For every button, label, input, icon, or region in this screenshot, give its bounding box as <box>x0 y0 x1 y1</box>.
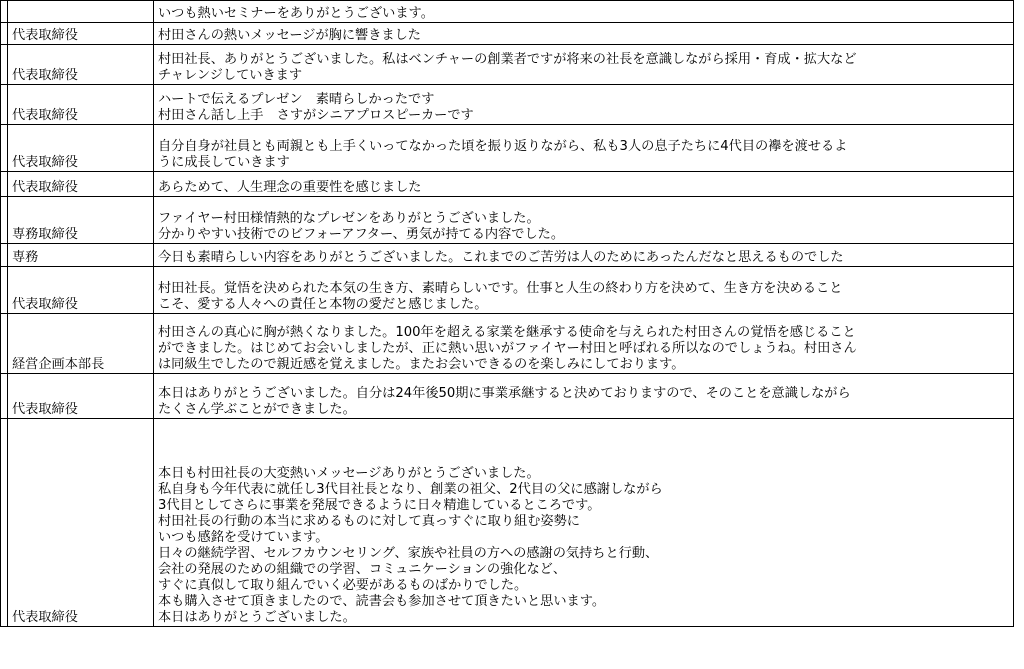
row-edge-cell <box>1 172 8 197</box>
message-cell[interactable]: 本日も村田社長の大変熱いメッセージありがとうございました。 私自身も今年代表に就任し3代目社長となり、創業の祖父、2代目の父に感謝しながら 3代目としてさらに事業を発展できるように日々精進しているところです。 村田社長の行動の本当に求めるものに対して真っすぐに取り組む姿勢に いつも感銘を受けています。 日々の継続学習、セルフカウンセリング、家族や社員の方への感謝の気持ちと行動、 会社の発展のための組織での学習、コミュニケーションの強化など、 すぐに真似して取り組んでいく必要があるものばかりでした。 本も購入させて頂きましたので、読書会も参加させて頂きたいと思います。 本日はありがとうございました。 <box>154 419 1014 627</box>
table-row <box>1 314 1014 374</box>
table-row <box>1 1 1014 23</box>
message-cell[interactable]: ファイヤー村田様情熱的なプレゼンをありがとうございました。 分かりやすい技術でのビフォーアフター、勇気が持てる内容でした。 <box>154 197 1014 244</box>
message-cell[interactable]: 本日はありがとうございました。自分は24年後50期に事業承継すると決めておりますので、そのことを意識しながら たくさん学ぶことができました。 <box>154 374 1014 419</box>
row-edge-cell <box>1 23 8 45</box>
role-cell[interactable]: 代表取締役 <box>8 419 154 627</box>
message-cell[interactable]: 自分自身が社員とも両親とも上手くいってなかった頃を振り返りながら、私も3人の息子たちに4代目の襷を渡せるよ うに成長していきます <box>154 125 1014 172</box>
table-row <box>1 267 1014 314</box>
row-edge-cell <box>1 419 8 627</box>
row-edge-cell <box>1 197 8 244</box>
table-row <box>1 419 1014 627</box>
row-edge-cell <box>1 267 8 314</box>
table-row <box>1 85 1014 125</box>
role-cell[interactable]: 経営企画本部長 <box>8 314 154 374</box>
role-cell[interactable]: 代表取締役 <box>8 267 154 314</box>
message-cell[interactable]: 村田さんの熱いメッセージが胸に響きました <box>154 23 1014 45</box>
row-edge-cell <box>1 314 8 374</box>
role-cell[interactable]: 専務 <box>8 244 154 267</box>
message-cell[interactable]: 村田社長、ありがとうございました。私はベンチャーの創業者ですが将来の社長を意識しながら採用・育成・拡大など チャレンジしていきます <box>154 45 1014 85</box>
row-edge-cell <box>1 374 8 419</box>
table-row <box>1 23 1014 45</box>
row-edge-cell <box>1 85 8 125</box>
role-cell[interactable] <box>8 1 154 23</box>
message-cell[interactable]: いつも熱いセミナーをありがとうございます。 <box>154 1 1014 23</box>
role-cell[interactable]: 代表取締役 <box>8 374 154 419</box>
message-cell[interactable]: 村田社長。覚悟を決められた本気の生き方、素晴らしいです。仕事と人生の終わり方を決めて、生き方を決めること こそ、愛する人々への責任と本物の愛だと感じました。 <box>154 267 1014 314</box>
role-cell[interactable]: 代表取締役 <box>8 23 154 45</box>
role-cell[interactable]: 代表取締役 <box>8 85 154 125</box>
table-row <box>1 45 1014 85</box>
message-cell[interactable]: 今日も素晴らしい内容をありがとうございました。これまでのご苦労は人のためにあったんだなと思えるものでした <box>154 244 1014 267</box>
row-edge-cell <box>1 45 8 85</box>
table-row <box>1 125 1014 172</box>
role-cell[interactable]: 代表取締役 <box>8 45 154 85</box>
row-edge-cell <box>1 244 8 267</box>
role-cell[interactable]: 代表取締役 <box>8 125 154 172</box>
table-row <box>1 197 1014 244</box>
table-row <box>1 172 1014 197</box>
role-cell[interactable]: 代表取締役 <box>8 172 154 197</box>
role-cell[interactable]: 専務取締役 <box>8 197 154 244</box>
row-edge-cell <box>1 125 8 172</box>
message-cell[interactable]: 村田さんの真心に胸が熱くなりました。100年を超える家業を継承する使命を与えられた村田さんの覚悟を感じること ができました。はじめてお会いしましたが、正に熱い思いがファイヤー村田と呼ばれる所以なのでしょうね。村田さん は同級生でしたので親近感を覚えました。またお会いできるのを楽しみにしております。 <box>154 314 1014 374</box>
table-row <box>1 244 1014 267</box>
message-cell[interactable]: あらためて、人生理念の重要性を感じました <box>154 172 1014 197</box>
message-cell[interactable]: ハートで伝えるプレゼン 素晴らしかったです 村田さん話し上手 さすがシニアプロスピーカーです <box>154 85 1014 125</box>
table-row <box>1 374 1014 419</box>
row-edge-cell <box>1 1 8 23</box>
